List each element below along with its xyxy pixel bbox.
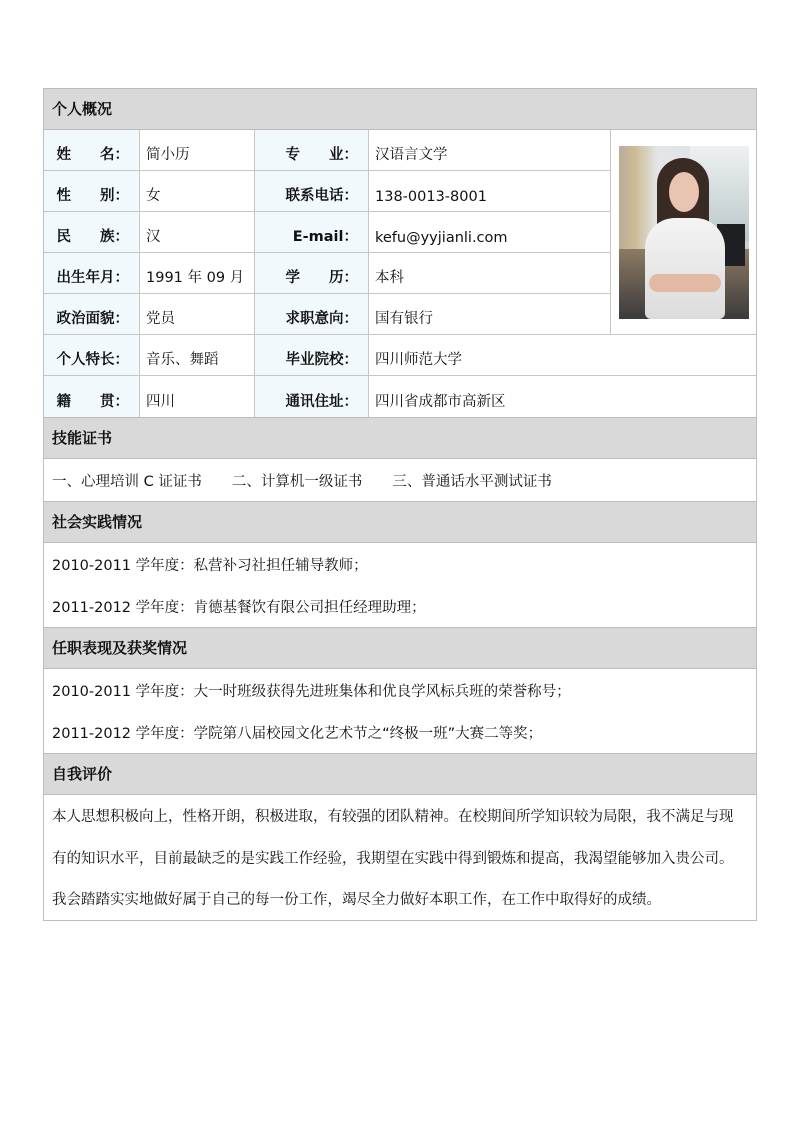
section-header-self-eval: 自我评价 (44, 754, 756, 795)
label-major: 专 业： (255, 130, 369, 171)
value-specialty: 音乐、舞蹈 (140, 335, 255, 376)
value-school: 四川师范大学 (369, 335, 756, 376)
value-name: 简小历 (140, 130, 255, 171)
skill-item: 三、普通话水平测试证书 (392, 473, 552, 490)
resume-sheet (43, 88, 757, 921)
value-job-intent: 国有银行 (369, 294, 611, 335)
label-email: E-mail： (255, 212, 369, 253)
practice-item: 2011-2012 学年度：肯德基餐饮有限公司担任经理助理； (52, 599, 426, 616)
label-school: 毕业院校： (255, 335, 369, 376)
label-birth: 出生年月： (44, 253, 140, 294)
self-eval-line: 有的知识水平，目前最缺乏的是实践工作经验，我期望在实践中得到锻炼和提高，我渴望能够加入贵公司。 (52, 850, 734, 867)
value-ethnicity: 汉 (140, 212, 255, 253)
section-header-profile: 个人概况 (44, 89, 756, 130)
section-header-skills: 技能证书 (44, 418, 756, 459)
label-political: 政治面貌： (44, 294, 140, 335)
label-name: 姓 名： (44, 130, 140, 171)
profile-photo (619, 146, 749, 319)
value-political: 党员 (140, 294, 255, 335)
value-phone: 138-0013-8001 (369, 171, 611, 212)
award-item: 2010-2011 学年度：大一时班级获得先进班集体和优良学风标兵班的荣誉称号； (52, 683, 571, 700)
label-education: 学 历： (255, 253, 369, 294)
profile-table (44, 130, 756, 418)
label-phone: 联系电话： (255, 171, 369, 212)
label-ethnicity: 民 族： (44, 212, 140, 253)
award-item: 2011-2012 学年度：学院第八届校园文化艺术节之“终极一班”大赛二等奖； (52, 725, 543, 742)
skill-item: 一、心理培训 C 证证书 (52, 473, 202, 490)
practice-list (44, 543, 756, 628)
skill-item: 二、计算机一级证书 (231, 473, 363, 490)
label-specialty: 个人特长： (44, 335, 140, 376)
section-header-practice: 社会实践情况 (44, 502, 756, 543)
label-address: 通讯住址： (255, 376, 369, 417)
self-evaluation (44, 795, 756, 920)
value-birth: 1991 年 09 月 (140, 253, 255, 294)
awards-list (44, 669, 756, 754)
skills-list (44, 459, 756, 502)
value-hometown: 四川 (140, 376, 255, 417)
label-job-intent: 求职意向： (255, 294, 369, 335)
label-hometown: 籍 贯： (44, 376, 140, 417)
value-education: 本科 (369, 253, 611, 294)
practice-item: 2010-2011 学年度：私营补习社担任辅导教师； (52, 557, 368, 574)
value-major: 汉语言文学 (369, 130, 611, 171)
value-gender: 女 (140, 171, 255, 212)
self-eval-line: 我会踏踏实实地做好属于自己的每一份工作，竭尽全力做好本职工作，在工作中取得好的成绩。 (52, 892, 661, 909)
value-email: kefu@yyjianli.com (369, 212, 611, 253)
section-header-awards: 任职表现及获奖情况 (44, 628, 756, 669)
label-gender: 性 别： (44, 171, 140, 212)
value-address: 四川省成都市高新区 (375, 394, 506, 410)
self-eval-line: 本人思想积极向上，性格开朗，积极进取，有较强的团队精神。在校期间所学知识较为局限，我不满足与现 (52, 809, 734, 826)
photo-cell (611, 130, 756, 335)
